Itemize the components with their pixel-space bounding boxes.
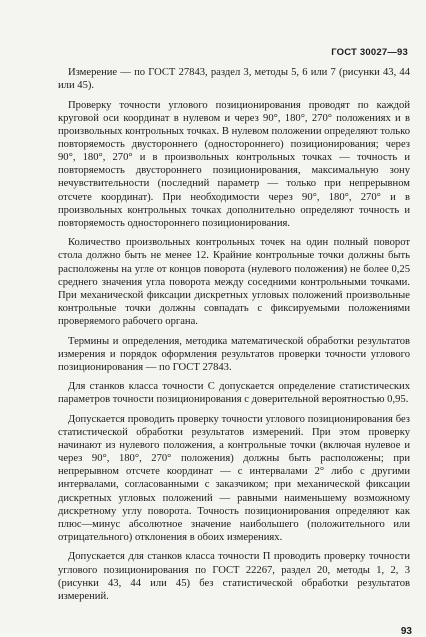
paragraph-class-p-machines: Допускается для станков класса точности П проводить проверку точности углового позиционирования по ГОСТ 22267, раздел 20, методы 1, 2, 3 (рисунки 43, 44 или 45) без статистической обработки результатов измерений.	[58, 551, 410, 602]
paragraph-no-statistical-processing: Допускается проводить проверку точности углового позиционирования без статистической обработки результатов измерений. При этом проверку начинают из нулевого положения, а контрольные точки (включая нулевое и через 90°, 180°, 270° положения) должны быть расположены; при непрерывном отсчете координат — с интервалами 2° либо с другими интервалами, согласованными с заказчиком; при механической фиксации дискретных угловых положений — равными наименьшему возможному дискретному углу поворота. Точность позиционирования определяют как плюс—минус абсолютное значение наибольшего (положительного или отрицательного) отклонения в обоих измерениях.	[58, 413, 410, 544]
page-number: 93	[400, 626, 412, 637]
paragraph-control-points: Количество произвольных контрольных точек на один полный поворот стола должно быть не менее 12. Крайние контрольные точки должны быть расположены на угле от концов поворота (нулевого положения) не более 0,25 среднего значения угла поворота между соседними контрольными точками. При механической фиксации дискретных угловых положений произвольные контрольные точки должны совпадать с фиксируемыми положениями проверяемого рабочего органа.	[58, 237, 410, 328]
document-header: ГОСТ 30027—93	[331, 47, 408, 58]
document-body	[58, 66, 410, 609]
paragraph-angular-positioning-check: Проверку точности углового позиционирования проводят по каждой круговой оси координат в нулевом и через 90°, 180°, 270° положениях и в произвольных контрольных точках. В нулевом положении определяют только повторяемость двустороннего (одностороннего) позиционирования; через 90°, 180°, 270° и в произвольных контрольных точках — точность и повторяемость двустороннего позиционирования, максимальную зону нечувствительности (последний параметр — только при непрерывном отсчете координат). При необходимости через 90°, 180°, 270° и в произвольных контрольных точках дополнительно определяют точность и повторяемость одностороннего позиционирования.	[58, 99, 410, 229]
paragraph-class-c-machines: Для станков класса точности С допускается определение статистических параметров точности позиционирования с доверительной вероятностью 0,95.	[58, 381, 410, 406]
paragraph-measurement: Измерение — по ГОСТ 27843, раздел 3, методы 5, 6 или 7 (рисунки 43, 44 или 45).	[58, 67, 410, 92]
paragraph-terms-definitions: Термины и определения, методика математической обработки результатов измерения и порядок оформления результатов проверки точности углового позиционирования — по ГОСТ 27843.	[58, 335, 410, 373]
